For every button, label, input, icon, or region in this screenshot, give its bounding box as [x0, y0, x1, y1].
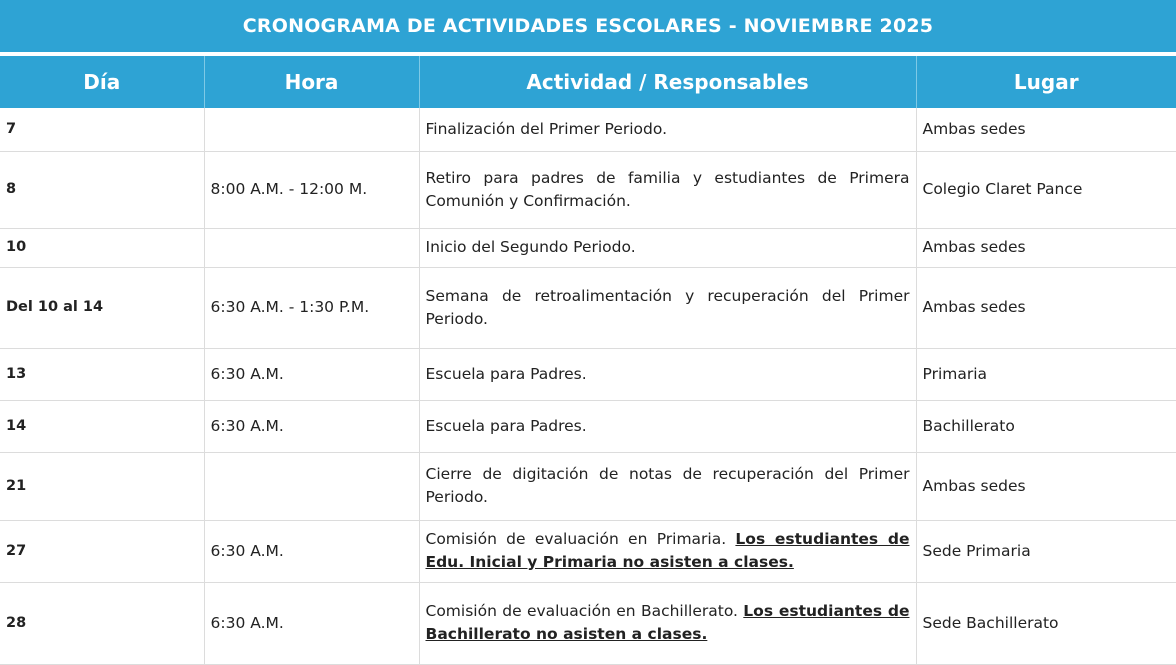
actividad-note: Los estudiantes de Bachillerato no asisten a clases.	[425, 602, 910, 643]
actividad-note: Los estudiantes de Edu. Inicial y Primaria no asisten a clases.	[425, 530, 910, 571]
table-row	[0, 582, 1176, 664]
actividad-text: Escuela para Padres.	[425, 416, 587, 435]
cell-actividad	[419, 520, 916, 582]
cell-hora: 6:30 A.M.	[204, 348, 419, 400]
cell-hora: 8:00 A.M. - 12:00 M.	[204, 151, 419, 228]
header-actividad: Actividad / Responsables	[419, 56, 916, 108]
header-hora: Hora	[204, 56, 419, 108]
schedule-table	[0, 56, 1176, 665]
cell-hora	[204, 228, 419, 267]
cell-actividad	[419, 400, 916, 452]
cell-actividad	[419, 452, 916, 520]
table-row	[0, 520, 1176, 582]
cell-lugar: Bachillerato	[916, 400, 1176, 452]
cell-hora: 6:30 A.M. - 1:30 P.M.	[204, 267, 419, 348]
cell-hora	[204, 108, 419, 151]
actividad-text: Semana de retroalimentación y recuperación del Primer Periodo.	[425, 286, 910, 328]
cell-dia: 8	[0, 151, 204, 228]
cell-hora: 6:30 A.M.	[204, 400, 419, 452]
actividad-text: Inicio del Segundo Periodo.	[425, 238, 636, 256]
cell-dia: Del 10 al 14	[0, 267, 204, 348]
cell-actividad	[419, 582, 916, 664]
actividad-text: Escuela para Padres.	[425, 364, 587, 383]
cell-lugar: Ambas sedes	[916, 267, 1176, 348]
cell-hora: 6:30 A.M.	[204, 582, 419, 664]
table-row	[0, 108, 1176, 151]
table-row	[0, 228, 1176, 267]
actividad-text: Cierre de digitación de notas de recuperación del Primer Periodo.	[425, 465, 910, 506]
cell-hora	[204, 452, 419, 520]
table-header-row	[0, 56, 1176, 108]
cell-dia: 7	[0, 108, 204, 151]
cell-dia: 27	[0, 520, 204, 582]
cell-actividad	[419, 108, 916, 151]
cell-dia: 10	[0, 228, 204, 267]
cell-actividad	[419, 267, 916, 348]
cell-actividad	[419, 151, 916, 228]
actividad-text: Finalización del Primer Periodo.	[425, 119, 667, 138]
actividad-text: Retiro para padres de familia y estudiantes de Primera Comunión y Confirmación.	[425, 168, 910, 210]
cell-lugar: Sede Primaria	[916, 520, 1176, 582]
table-row	[0, 348, 1176, 400]
cell-hora: 6:30 A.M.	[204, 520, 419, 582]
header-lugar: Lugar	[916, 56, 1176, 108]
table-row	[0, 267, 1176, 348]
table-row	[0, 400, 1176, 452]
actividad-text: Comisión de evaluación en Primaria.	[425, 530, 736, 548]
cell-lugar: Ambas sedes	[916, 452, 1176, 520]
cell-actividad	[419, 228, 916, 267]
table-row	[0, 151, 1176, 228]
cell-lugar: Colegio Claret Pance	[916, 151, 1176, 228]
cell-lugar: Primaria	[916, 348, 1176, 400]
header-dia: Día	[0, 56, 204, 108]
cell-dia: 21	[0, 452, 204, 520]
cell-lugar: Sede Bachillerato	[916, 582, 1176, 664]
actividad-text: Comisión de evaluación en Bachillerato.	[425, 602, 744, 620]
cell-actividad	[419, 348, 916, 400]
cell-dia: 28	[0, 582, 204, 664]
cell-dia: 14	[0, 400, 204, 452]
table-row	[0, 452, 1176, 520]
cell-dia: 13	[0, 348, 204, 400]
page-title: CRONOGRAMA DE ACTIVIDADES ESCOLARES - NOVIEMBRE 2025	[0, 0, 1176, 52]
cell-lugar: Ambas sedes	[916, 108, 1176, 151]
cell-lugar: Ambas sedes	[916, 228, 1176, 267]
